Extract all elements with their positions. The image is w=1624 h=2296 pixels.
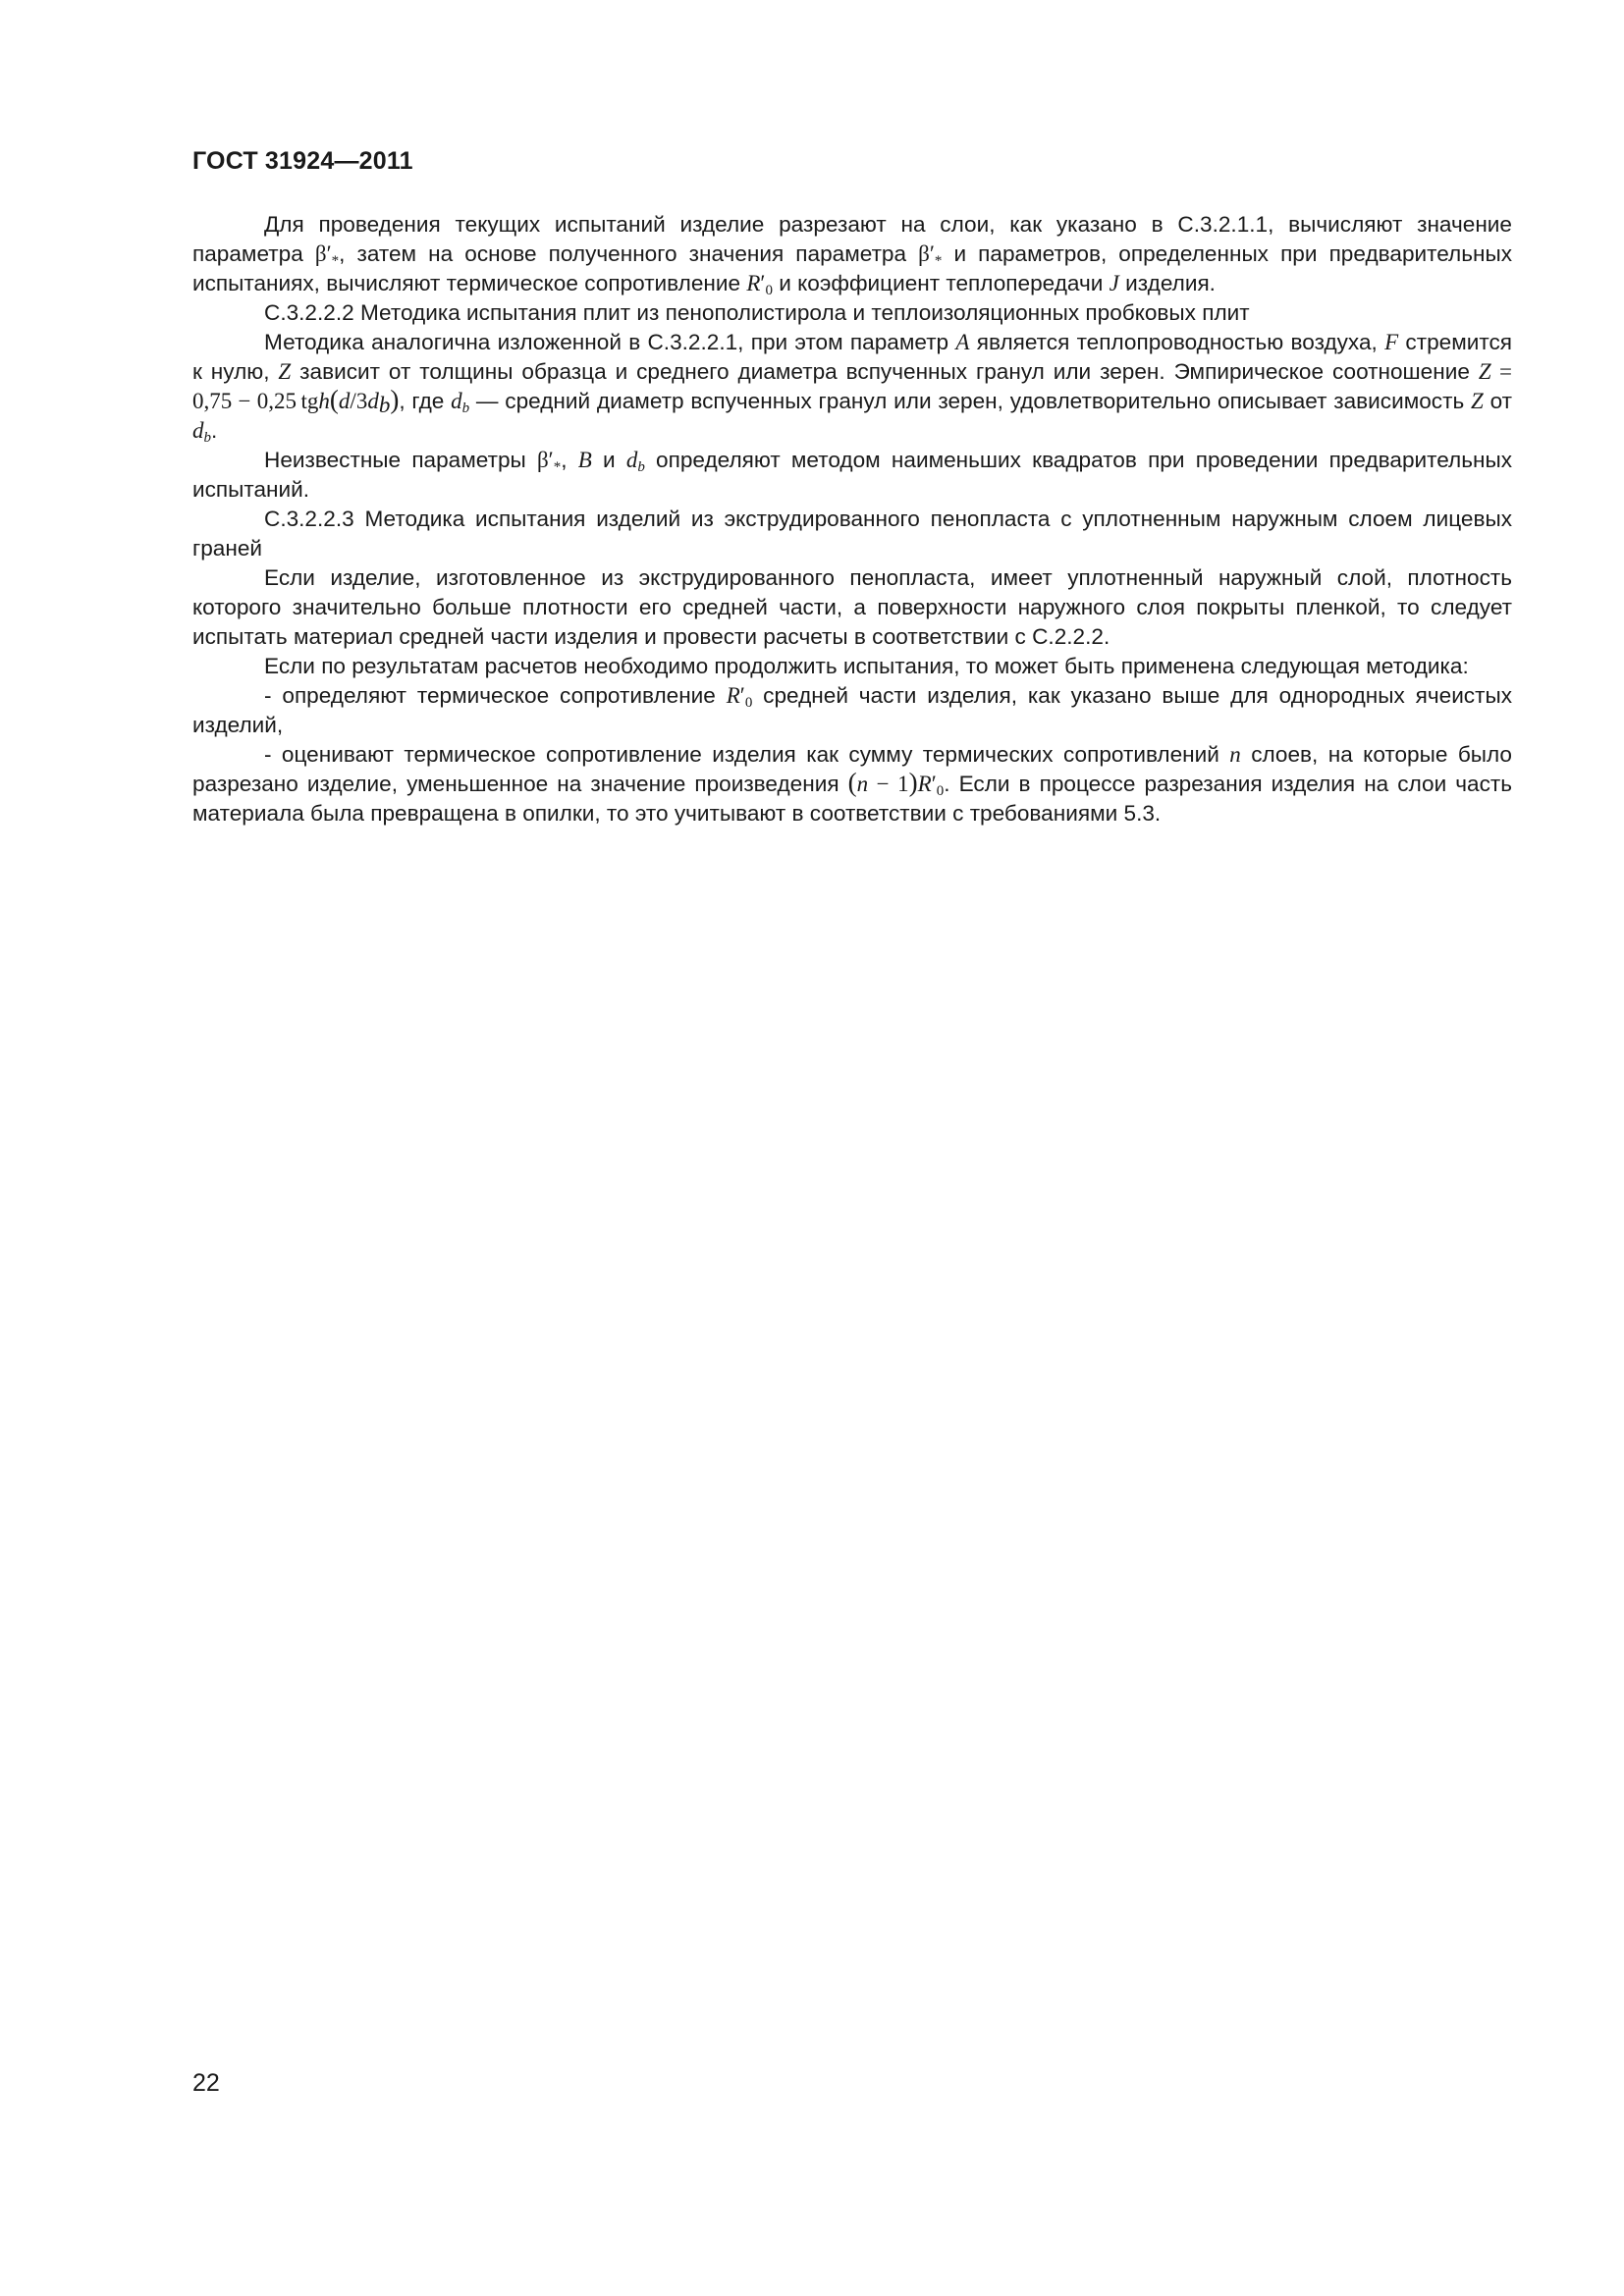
- paragraph-method-similar: Методика аналогична изложенной в С.3.2.2.1, при этом параметр A является теплопроводностью воздуха, F стремится к нулю, Z зависит от толщины образца и среднего диаметра вспученных гранул или зерен. Эмпирическое соотношение Z = 0,75 − 0,25 $tgh(d/3d_b)$, где $d_b$ — средний диаметр вспученных гранул или зерен, удовлетворительно описывает зависимость Z от $d_b$.: [192, 330, 1512, 446]
- param-r0-prime: $R'_0$: [746, 271, 773, 298]
- param-beta-star: $\beta'_*$: [536, 448, 562, 475]
- param-r0-prime: $R'_0$: [726, 683, 753, 711]
- section-heading-c3222: С.3.2.2.2 Методика испытания плит из пенополистирола и теплоизоляционных пробковых плит: [264, 300, 1250, 325]
- section-heading-c3223: С.3.2.2.3 Методика испытания изделий из экструдированного пенопласта с уплотненным наружным слоем лицевых граней: [192, 507, 1512, 561]
- formula-n-minus-1-r0: $(n - 1)R'_0$: [847, 768, 945, 799]
- param-j: J: [1109, 271, 1119, 295]
- param-db: $d_b$: [192, 418, 211, 446]
- document-body: [192, 210, 1512, 828]
- param-db: $d_b$: [451, 389, 470, 416]
- param-b: B: [577, 448, 592, 472]
- param-z: Z: [1471, 389, 1484, 413]
- formula-z: Z = 0,75 − 0,25 $tgh(d/3d_b)$: [192, 359, 1512, 417]
- paragraph-continue-tests: Если по результатам расчетов необходимо продолжить испытания, то может быть применена следующая методика:: [264, 654, 1469, 678]
- document-header: ГОСТ 31924—2011: [192, 147, 413, 175]
- param-beta-star: $\beta'_*$: [918, 241, 943, 269]
- list-item-determine-resistance: - определяют термическое сопротивление $R'_0$ средней части изделия, как указано выше для однородных ячеистых изделий,: [192, 683, 1512, 737]
- paragraph-unknown-params: Неизвестные параметры $\beta'_*$, B и $d_b$ определяют методом наименьших квадратов при проведении предварительных испытаний.: [192, 448, 1513, 502]
- param-n: n: [1229, 742, 1241, 767]
- paragraph-current-tests: Для проведения текущих испытаний изделие разрезают на слои, как указано в С.3.2.1.1, вычисляют значение параметра $\beta'_*$, затем на основе полученного значения параметра $\beta'_*$ и параметров, определенных при предварительных испытаниях, вычисляют термическое сопротивление $R'_0$ и коэффициент теплопередачи J изделия.: [192, 212, 1513, 298]
- param-f: F: [1384, 330, 1399, 354]
- page-number: 22: [192, 2069, 220, 2097]
- param-db: $d_b$: [625, 448, 645, 475]
- param-z: Z: [278, 359, 292, 384]
- param-beta-star: $\beta'_*$: [314, 241, 340, 269]
- list-item-estimate-resistance: - оценивают термическое сопротивление изделия как сумму термических сопротивлений n слоев, на которые было разрезано изделие, уменьшенное на значение произведения $(n - 1)R'_0$. Если в процессе разрезания изделия на слои часть материала была превращена в опилки, то это учитывают в соответствии с требованиями 5.3.: [192, 742, 1513, 826]
- paragraph-extruded-foam: Если изделие, изготовленное из экструдированного пенопласта, имеет уплотненный наружный слой, плотность которого значительно больше плотности его средней части, а поверхности наружного слоя покрыты пленкой, то следует испытать материал средней части изделия и провести расчеты в соответствии с С.2.2.2.: [192, 565, 1512, 649]
- param-a: A: [955, 330, 970, 354]
